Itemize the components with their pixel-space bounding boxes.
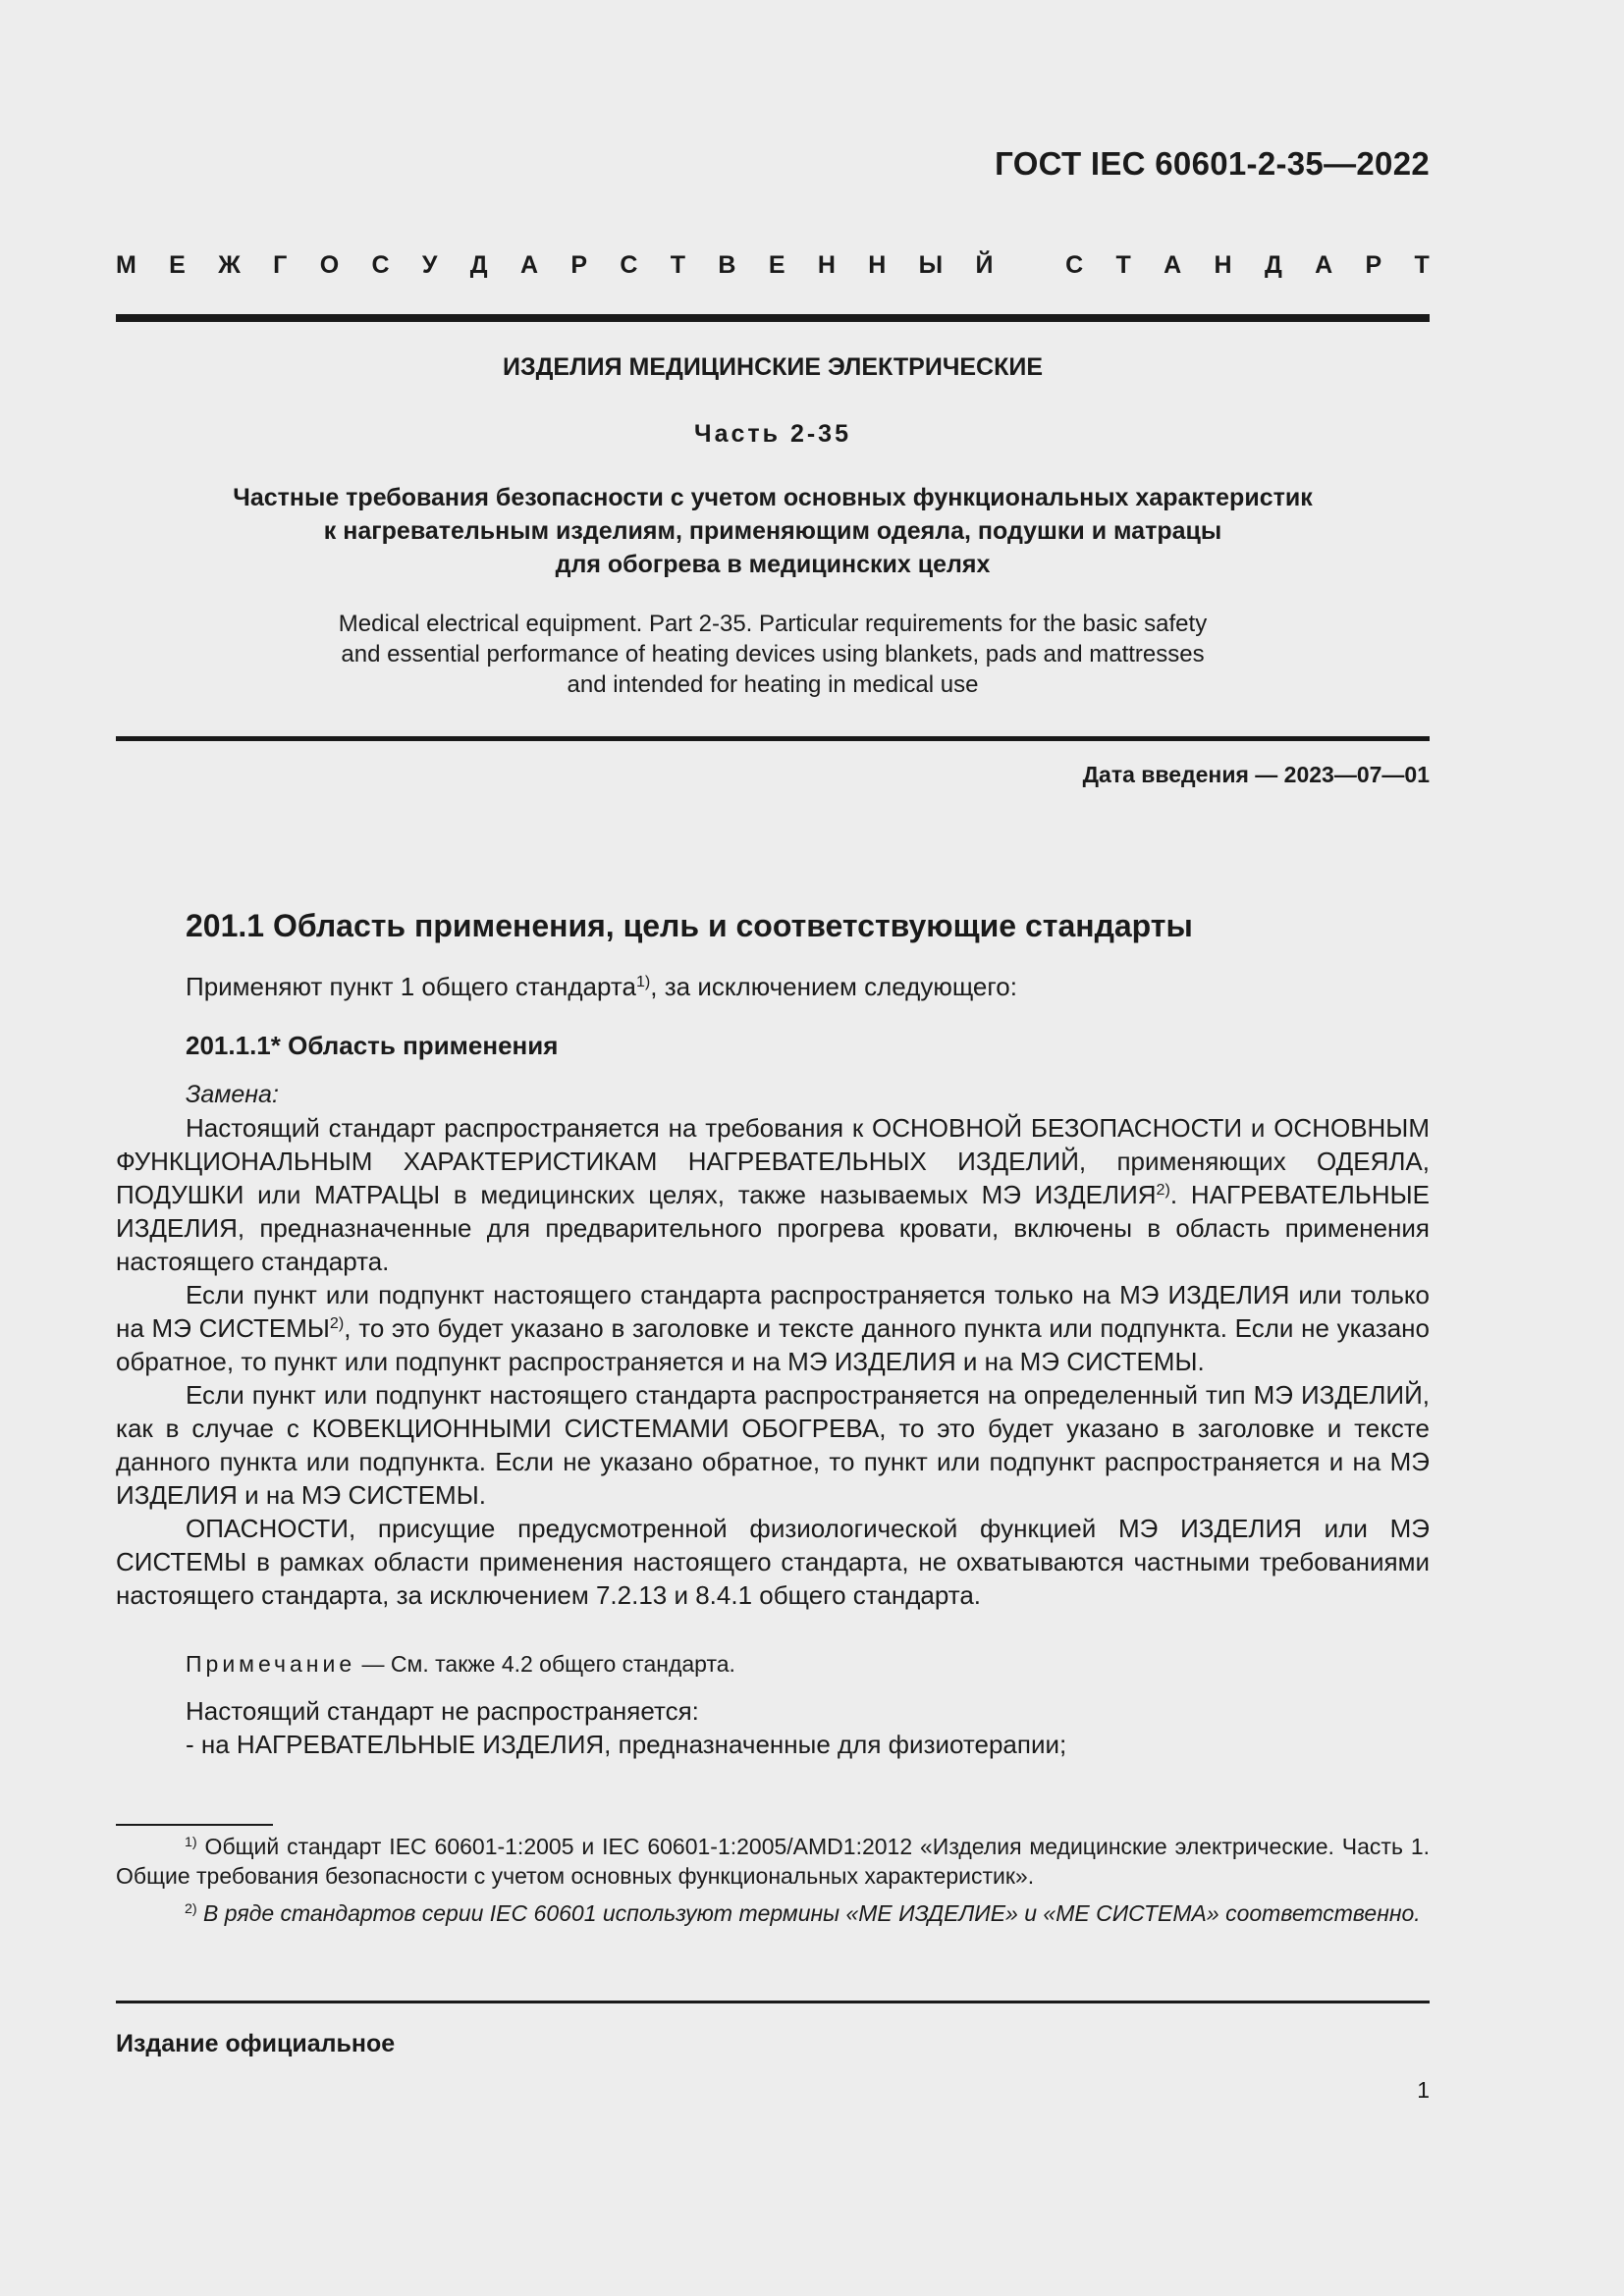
note <box>186 1647 1430 1681</box>
footnote-separator <box>116 1824 273 1826</box>
heading-letter: Г <box>273 251 288 279</box>
scope-paragraph: ОПАСНОСТИ, присущие предусмотренной физиологической функцией МЭ ИЗДЕЛИЯ или МЭ СИСТЕМЫ в рамках области применения настоящего стандарта, не охватываются частными требованиями настоящего стандарта, за исключением 7.2.13 и 8.4.1 общего стандарта. <box>116 1514 1430 1610</box>
footnote-1: $^{1)}$ Общий стандарт IEC 60601-1:2005 и IEC 60601-1:2005/AMD1:2012 «Изделия медицинские электрические. Часть 1. Общие требования безопасности с учетом основных функциональных характеристик». <box>116 1834 1430 1889</box>
footnote-2: $^{2)}$ В ряде стандартов серии IEC 60601 используют термины «МЕ ИЗДЕЛИЕ» и «МЕ СИСТЕМА» соответственно. <box>185 1900 1421 1926</box>
bottom-rule <box>116 2001 1430 2003</box>
scope-paragraph: Если пункт или подпункт настоящего стандарта распространяется на определенный тип МЭ ИЗДЕЛИЙ, как в случае с КОВЕКЦИОННЫМИ СИСТЕМАМИ ОБОГРЕВА, то это будет указано в заголовке и тексте данного пункта или подпункта. Если не указано обратное, то пункт или подпункт распространяется и на МЭ ИЗДЕЛИЯ и на МЭ СИСТЕМЫ. <box>116 1380 1430 1510</box>
english-title-line: and intended for heating in medical use <box>567 671 979 698</box>
english-title-line: and essential performance of heating devices using blankets, pads and mattresses <box>341 641 1205 667</box>
subtitle-line: к нагревательным изделиям, применяющим одеяла, подушки и матрацы <box>323 517 1222 545</box>
heading-letter: С <box>1065 251 1084 279</box>
document-title: ИЗДЕЛИЯ МЕДИЦИНСКИЕ ЭЛЕКТРИЧЕСКИЕ <box>502 353 1044 381</box>
document-part: Часть 2-35 <box>694 420 851 448</box>
introduction-date: Дата введения — 2023—07—01 <box>1082 762 1430 787</box>
heading-letter: Н <box>1214 251 1232 279</box>
footnote-ref: 1) <box>635 973 651 991</box>
document-number: ГОСТ IEC 60601-2-35—2022 <box>995 145 1430 182</box>
heading-letter: У <box>421 251 438 279</box>
footnote-ref: 2) <box>1156 1181 1170 1200</box>
heading-letter: Т <box>1414 251 1430 279</box>
subsection-heading: 201.1.1* Область применения <box>186 1031 559 1060</box>
heading-letter: Н <box>817 251 836 279</box>
section-intro: Применяют пункт 1 общего стандарта$^{1)}$, за исключением следующего: <box>186 972 1017 1001</box>
not-applies-text: Настоящий стандарт не распространяется: <box>186 1696 699 1726</box>
heading-letter: Р <box>570 251 588 279</box>
heading-letter: Д <box>1264 251 1282 279</box>
heading-letter: Е <box>169 251 186 279</box>
top-rule <box>116 314 1430 322</box>
heading-letter: Т <box>1115 251 1131 279</box>
heading-letter: Ж <box>218 251 241 279</box>
english-title <box>116 609 1430 700</box>
heading-letter: Р <box>1365 251 1382 279</box>
heading-letter: С <box>371 251 390 279</box>
list-item: - на НАГРЕВАТЕЛЬНЫЕ ИЗДЕЛИЯ, предназначенные для физиотерапии; <box>186 1730 1067 1759</box>
heading-letter: М <box>116 251 136 279</box>
subtitle-line: Частные требования безопасности с учетом основных функциональных характеристик <box>233 484 1313 511</box>
heading-letter: В <box>718 251 736 279</box>
heading-letter: А <box>1164 251 1182 279</box>
page-number: 1 <box>1417 2077 1430 2103</box>
heading-letter: Д <box>469 251 488 279</box>
heading-letter: Т <box>670 251 686 279</box>
section-heading: 201.1 Область применения, цель и соответствующие стандарты <box>186 908 1193 943</box>
heading-letter: О <box>319 251 340 279</box>
note-text: — См. также 4.2 общего стандарта. <box>355 1651 735 1677</box>
document-subtitle <box>116 481 1430 581</box>
heading-letter: С <box>620 251 638 279</box>
heading-letter: А <box>1315 251 1333 279</box>
english-title-line: Medical electrical equipment. Part 2-35. Particular requirements for the basic safety <box>338 611 1208 637</box>
edition-label: Издание официальное <box>116 2030 396 2057</box>
heading-letter: Ы <box>918 251 944 279</box>
subtitle-line: для обогрева в медицинских целях <box>555 551 991 578</box>
note-label: Примечание <box>186 1651 356 1677</box>
title-bottom-rule <box>116 736 1430 741</box>
standard-type-heading <box>116 251 1430 280</box>
heading-letter: А <box>519 251 539 279</box>
heading-letter <box>1026 251 1033 280</box>
scope-text <box>116 1111 1430 1612</box>
footnote-mark: 1) <box>185 1835 197 1851</box>
heading-letter: Н <box>868 251 887 279</box>
heading-letter: Е <box>768 251 785 279</box>
replace-label: Замена: <box>186 1081 279 1108</box>
scope-paragraph: Настоящий стандарт распространяется на требования к ОСНОВНОЙ БЕЗОПАСНОСТИ и ОСНОВНЫМ ФУНКЦИОНАЛЬНЫМ ХАРАКТЕРИСТИКАМ НАГРЕВАТЕЛЬНЫХ ИЗДЕЛИЙ, применяющих ОДЕЯЛА, ПОДУШКИ или МАТРАЦЫ в медицинских целях, также называемых МЭ ИЗДЕЛИЯ$^{2)}$. НАГРЕВАТЕЛЬНЫЕ ИЗДЕЛИЯ, предназначенные для предварительного прогрева кровати, включены в область применения настоящего стандарта. <box>116 1113 1430 1276</box>
heading-letter: Й <box>975 251 994 279</box>
scope-paragraph: Если пункт или подпункт настоящего стандарта распространяется только на МЭ ИЗДЕЛИЯ или только на МЭ СИСТЕМЫ$^{2)}$, то это будет указано в заголовке и тексте данного пункта или подпункта. Если не указано обратное, то пункт или подпункт распространяется и на МЭ ИЗДЕЛИЯ и на МЭ СИСТЕМЫ. <box>116 1280 1430 1376</box>
footnote-mark: 2) <box>185 1901 197 1918</box>
footnote-ref: 2) <box>329 1314 345 1333</box>
